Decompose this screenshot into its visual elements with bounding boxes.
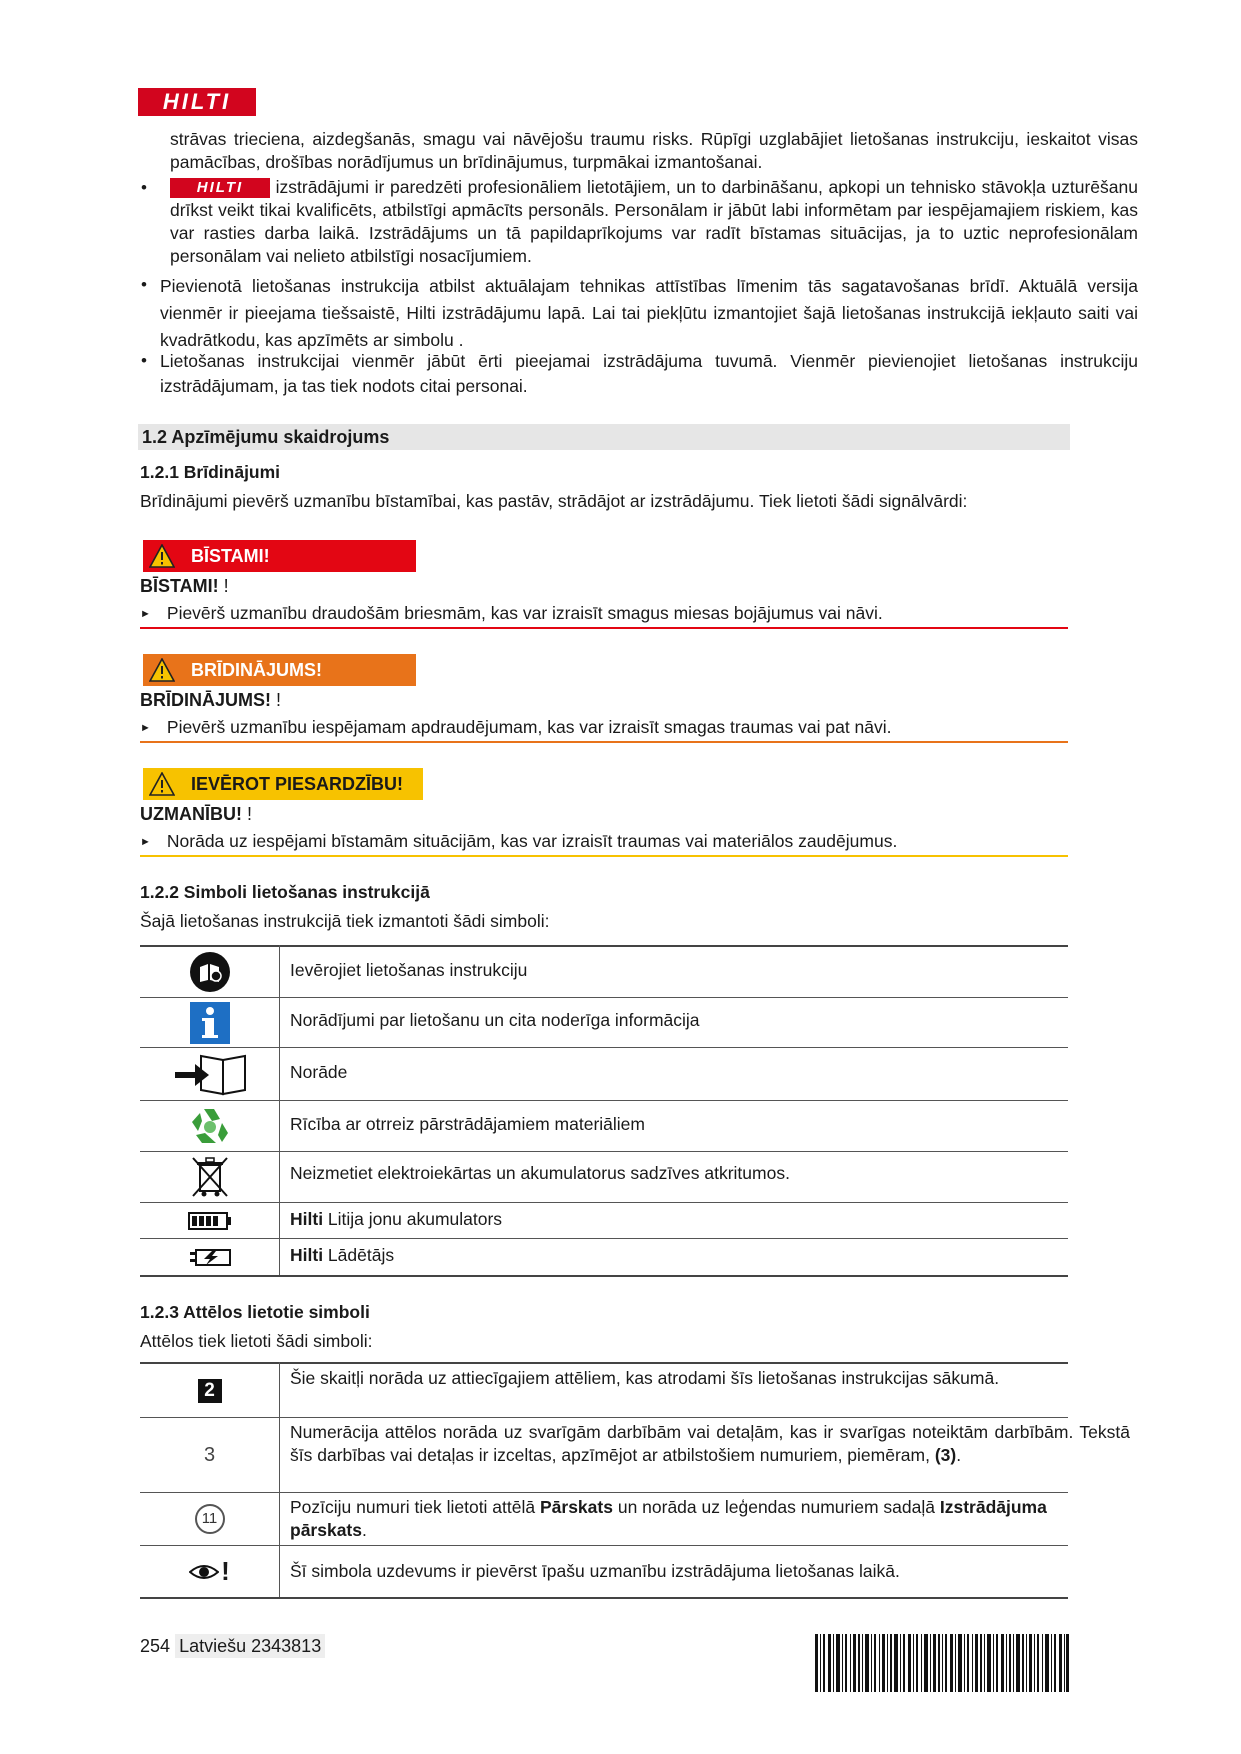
page-footer <box>140 1636 325 1657</box>
warning-title: BRĪDINĀJUMS! ! <box>140 690 282 710</box>
table-rule <box>140 1100 1068 1101</box>
table-cell-text: Numerācija attēlos norāda uz svarīgām darbībām vai detaļām, kas ir svarīgas noteiktām darbībām. Tekstā šīs darbības vai detaļas ir izceltas, apzīmējot ar atbilstošiem numuriem, piemēram, (3). <box>290 1422 1130 1465</box>
table-cell-text: Pozīciju numuri tiek lietoti attēlā Pārskats un norāda uz leģendas numuriem sadaļā Izstrādājuma pārskats. <box>290 1497 1047 1540</box>
danger-signal-label: BĪSTAMI! <box>143 540 416 572</box>
table-row-icon <box>140 1203 279 1238</box>
warning-triangle-icon <box>149 658 175 682</box>
position-number-icon: 11 <box>195 1504 225 1534</box>
table-row-icon <box>140 1418 279 1492</box>
bullet-current-version: Pievienotā lietošanas instrukcija atbilst aktuālajam tehnikas attīstības līmenim tās sagatavošanas brīdī. Aktuālā versija vienmēr ir pieejama tiešsaistē, Hilti izstrādājumu lapā. Lai tai piekļūtu izmantojiet šajā lietošanas instrukcijā iekļauto saiti vai kvadrātkodu, kas apzīmēts ar simbolu . <box>160 276 1138 350</box>
table-rule <box>140 1275 1068 1277</box>
eye-icon <box>189 1562 219 1582</box>
warning-triangle-icon <box>149 544 175 568</box>
figure-symbols-intro: Attēlos tiek lietoti šādi simboli: <box>140 1331 373 1351</box>
section-title: 1.2 Apzīmējumu skaidrojums <box>138 424 1070 450</box>
table-cell-text: Norādījumi par lietošanu un cita noderīga informācija <box>290 1010 700 1030</box>
bullet-keep-available: Lietošanas instrukcijai vienmēr jābūt ērti pieejamai izstrādājuma tuvumā. Vienmēr pievienojiet lietošanas instrukciju izstrādājumam, ja tas tiek nodots citai personai. <box>160 351 1138 396</box>
caution-rule <box>140 855 1068 857</box>
table-rule <box>140 997 1068 998</box>
recycle-icon <box>188 1105 232 1147</box>
table-row-icon <box>140 1546 279 1597</box>
table-row-icon <box>140 1048 279 1100</box>
info-icon <box>190 1002 230 1044</box>
warning-description: ► Pievērš uzmanību iespējamam apdraudējumam, kas var izraisīt smagas traumas vai pat nāvi. <box>140 717 892 737</box>
caution-title: UZMANĪBU! ! <box>140 804 252 824</box>
table-divider <box>279 945 280 1276</box>
intro-paragraph: strāvas trieciena, aizdegšanās, smagu vai nāvējošu traumu risks. Rūpīgi uzglabājiet lietošanas instrukciju, ieskaitot visas pamācības, drošības norādījumus un brīdinājumus, turpmākai izmantošanai. <box>170 129 1138 172</box>
danger-rule <box>140 627 1068 629</box>
table-cell-text: Rīcība ar otrreiz pārstrādājamiem materiāliem <box>290 1114 645 1134</box>
table-cell-text: Šie skaitļi norāda uz attiecīgajiem attēliem, kas atrodami šīs lietošanas instrukcijas sākumā. <box>290 1368 1000 1388</box>
table-row-icon <box>140 1152 279 1202</box>
table-row-icon <box>140 1364 279 1417</box>
table-cell-text: Šī simbola uzdevums ir pievērst īpašu uzmanību izstrādājuma lietošanas laikā. <box>290 1561 900 1581</box>
subsection-title-warnings: 1.2.1 Brīdinājumi <box>140 462 281 482</box>
warning-signal-label: BRĪDINĀJUMS! <box>143 654 416 686</box>
table-cell-text: Neizmetiet elektroiekārtas un akumulatorus sadzīves atkritumos. <box>290 1163 790 1183</box>
hilti-logo: HILTI <box>138 88 256 116</box>
page-number: 254 <box>140 1636 171 1656</box>
bullet-professional-users: HILTI izstrādājumi ir paredzēti profesionāliem lietotājiem, un to darbināšanu, apkopi un tehnisko stāvokļa uzturēšanu drīkst veikt tikai kvalificēts, atbilstīgi apmācīts personāls. Personālam ir jābūt labi informētam par iespējamajiem riskiem, kas var rasties darba laikā. Izstrādājums un tā papildaprīkojums var radīt bīstamas situācijas, ja to uztic neprofesionālam personālam vai nelieto atbilstīgi nosacījumiem. <box>170 177 1138 266</box>
table-cell-text: Hilti Lādētājs <box>290 1245 395 1265</box>
bullet-dot: • <box>141 275 147 294</box>
table-row-icon <box>140 947 279 997</box>
table-cell-text: Norāde <box>290 1062 348 1082</box>
table-row-icon <box>140 1239 279 1275</box>
crossed-bin-icon <box>190 1155 230 1199</box>
table-row-icon <box>140 998 279 1047</box>
table-rule <box>140 1238 1068 1239</box>
table-rule <box>140 1151 1068 1152</box>
warning-triangle-icon <box>149 772 175 796</box>
warnings-intro: Brīdinājumi pievērš uzmanību bīstamībai, kas pastāv, strādājot ar izstrādājumu. Tiek lietoti šādi signālvārdi: <box>140 491 968 511</box>
table-rule <box>140 1492 1068 1493</box>
table-row-icon <box>140 1493 279 1545</box>
battery-icon <box>188 1212 232 1230</box>
step-number-icon: 3 <box>203 1443 216 1466</box>
table-rule <box>140 1202 1068 1203</box>
table-cell-text: Ievērojiet lietošanas instrukciju <box>290 960 528 980</box>
warning-rule <box>140 741 1068 743</box>
table-divider <box>279 1362 280 1597</box>
table-rule <box>140 1597 1068 1599</box>
subsection-title-figure-symbols: 1.2.3 Attēlos lietotie simboli <box>140 1302 370 1322</box>
arrow-bullet-icon: ► <box>140 722 151 735</box>
table-rule <box>140 1417 1068 1418</box>
danger-title: BĪSTAMI! ! <box>140 576 229 596</box>
figure-number-icon: 2 <box>198 1379 222 1403</box>
caution-signal-label: IEVĒROT PIESARDZĪBU! <box>143 768 423 800</box>
table-row-icon <box>140 1101 279 1151</box>
reference-book-icon <box>173 1052 247 1096</box>
danger-description: ► Pievērš uzmanību draudošām briesmām, kas var izraisīt smagus miesas bojājumus vai nāvi. <box>140 603 883 623</box>
caution-description: ► Norāda uz iespējami bīstamām situācijām, kas var izraisīt traumas vai materiālos zaudējumus. <box>140 831 898 851</box>
bullet-dot: • <box>141 351 147 370</box>
read-manual-icon <box>189 951 231 993</box>
table-cell-text: Hilti Litija jonu akumulators <box>290 1209 503 1229</box>
arrow-bullet-icon: ► <box>140 608 151 621</box>
barcode-icon <box>815 1634 1069 1692</box>
hilti-inline-logo: HILTI <box>170 178 270 198</box>
manual-symbols-intro: Šajā lietošanas instrukcijā tiek izmantoti šādi simboli: <box>140 911 550 931</box>
table-rule <box>140 1545 1068 1546</box>
charger-icon <box>188 1247 232 1267</box>
subsection-title-manual-symbols: 1.2.2 Simboli lietošanas instrukcijā <box>140 882 430 902</box>
footer-language: Latviešu 2343813 <box>175 1634 325 1658</box>
bullet-dot: • <box>141 178 147 197</box>
attention-mark-icon: ! <box>221 1556 230 1586</box>
arrow-bullet-icon: ► <box>140 836 151 849</box>
table-rule <box>140 1047 1068 1048</box>
